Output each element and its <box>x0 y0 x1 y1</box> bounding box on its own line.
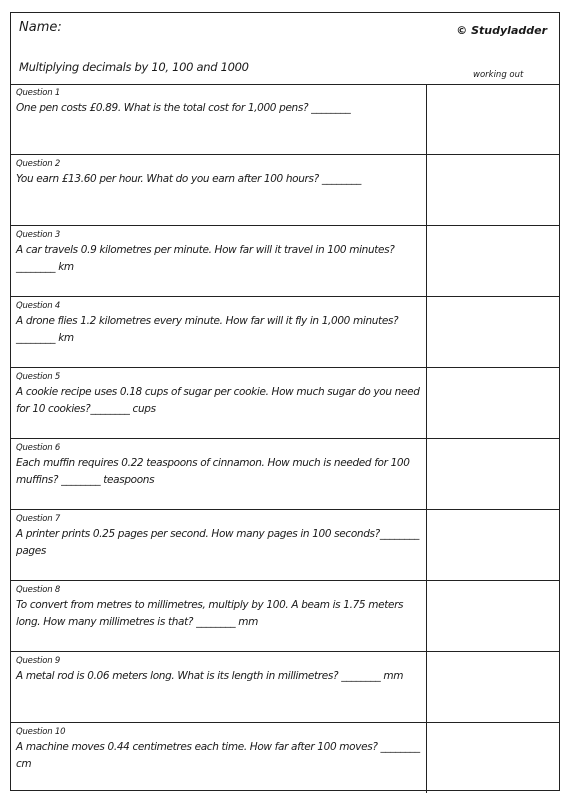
question-text: To convert from metres to millimetres, multiply by 100. A beam is 1.75 meters long. How many millimetres is that? ________ mm <box>16 599 404 628</box>
worksheet-header <box>11 13 559 85</box>
question-row <box>11 723 559 793</box>
question-list <box>11 84 559 793</box>
question-text: One pen costs £0.89. What is the total cost for 1,000 pens? ________ <box>16 102 351 114</box>
question-text: A drone flies 1.2 kilometres every minute. How far will it fly in 1,000 minutes? ________ km <box>16 315 399 344</box>
question-label: Question 7 <box>16 514 61 524</box>
question-label: Question 10 <box>16 727 66 737</box>
question-row <box>11 652 559 723</box>
question-label: Question 8 <box>16 585 61 595</box>
worksheet <box>10 12 560 791</box>
question-label: Question 5 <box>16 372 61 382</box>
working-out-cell[interactable] <box>427 368 559 438</box>
question-cell <box>11 297 427 367</box>
question-row <box>11 368 559 439</box>
question-label: Question 3 <box>16 230 61 240</box>
question-row <box>11 439 559 510</box>
question-label: Question 4 <box>16 301 61 311</box>
working-out-cell[interactable] <box>427 155 559 225</box>
working-out-cell[interactable] <box>427 723 559 793</box>
working-out-cell[interactable] <box>427 297 559 367</box>
working-out-cell[interactable] <box>427 439 559 509</box>
question-label: Question 1 <box>16 88 61 98</box>
question-text: Each muffin requires 0.22 teaspoons of cinnamon. How much is needed for 100 muffins? ________ teaspoons <box>16 457 410 486</box>
question-cell <box>11 84 427 154</box>
name-label: Name: <box>19 20 62 35</box>
question-row <box>11 226 559 297</box>
question-cell <box>11 155 427 225</box>
working-out-cell[interactable] <box>427 226 559 296</box>
brand-logo: © Studyladder <box>456 24 547 37</box>
question-row <box>11 155 559 226</box>
question-cell <box>11 723 427 793</box>
question-cell <box>11 510 427 580</box>
question-cell <box>11 226 427 296</box>
question-text: A metal rod is 0.06 meters long. What is its length in millimetres? ________ mm <box>16 670 404 682</box>
working-out-cell[interactable] <box>427 652 559 722</box>
question-row <box>11 510 559 581</box>
question-cell <box>11 581 427 651</box>
question-text: You earn £13.60 per hour. What do you earn after 100 hours? ________ <box>16 173 362 185</box>
worksheet-title: Multiplying decimals by 10, 100 and 1000 <box>19 60 249 74</box>
question-cell <box>11 439 427 509</box>
working-out-cell[interactable] <box>427 581 559 651</box>
working-out-cell[interactable] <box>427 84 559 154</box>
question-row <box>11 84 559 155</box>
question-label: Question 2 <box>16 159 61 169</box>
working-out-label: working out <box>473 70 524 80</box>
question-text: A machine moves 0.44 centimetres each time. How far after 100 moves? ________ cm <box>16 741 420 770</box>
question-label: Question 9 <box>16 656 61 666</box>
question-label: Question 6 <box>16 443 61 453</box>
question-text: A printer prints 0.25 pages per second. How many pages in 100 seconds?________ pages <box>16 528 420 557</box>
question-text: A car travels 0.9 kilometres per minute. How far will it travel in 100 minutes?________ km <box>16 244 395 273</box>
question-text: A cookie recipe uses 0.18 cups of sugar per cookie. How much sugar do you need for 10 cookies?________ cups <box>16 386 420 415</box>
question-row <box>11 581 559 652</box>
question-cell <box>11 368 427 438</box>
working-out-cell[interactable] <box>427 510 559 580</box>
question-row <box>11 297 559 368</box>
question-cell <box>11 652 427 722</box>
